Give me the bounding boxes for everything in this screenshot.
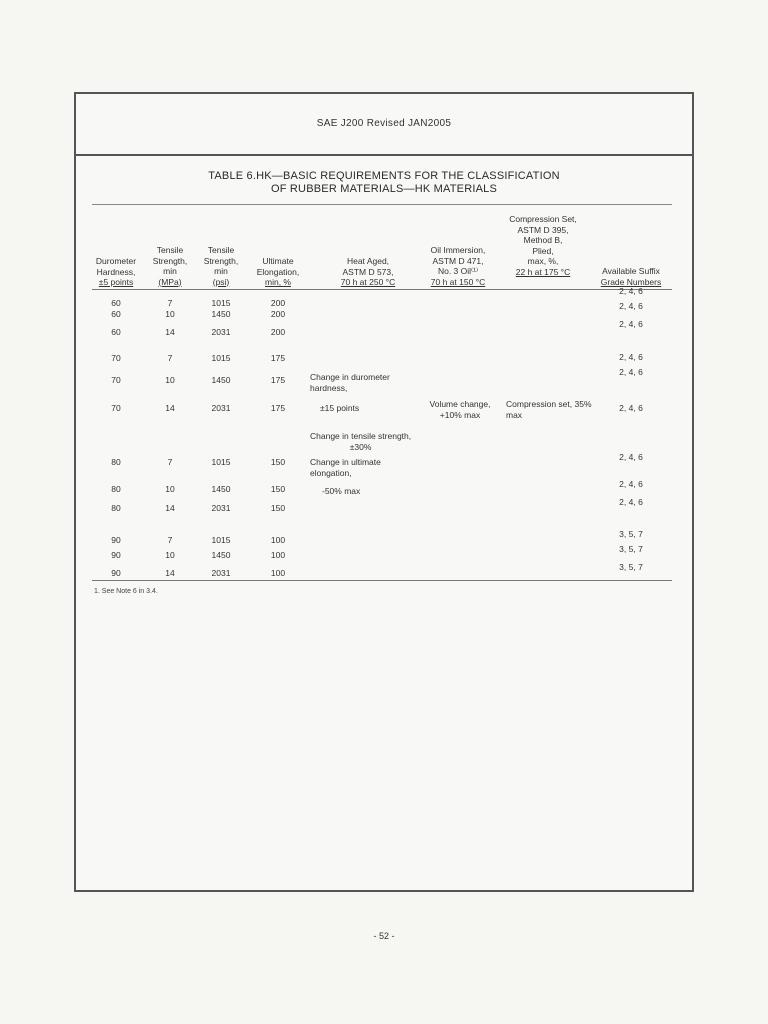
cell-elong: 175 <box>270 353 286 363</box>
cell-mpa: 14 <box>165 327 175 337</box>
cell-elong: 100 <box>270 550 286 560</box>
cell-elong: 150 <box>270 457 286 467</box>
cell-durometer: 70 <box>111 353 121 363</box>
table-bottom-rule <box>92 580 672 581</box>
table-title-line-1: TABLE 6.HK—BASIC REQUIREMENTS FOR THE CLASSIFICATION <box>208 170 560 182</box>
cell-mpa: 10 <box>165 309 175 319</box>
cell-suffix: 2, 4, 6 <box>619 479 643 489</box>
table-top-rule <box>92 204 672 205</box>
cell-durometer: 60 <box>111 298 121 308</box>
cell-suffix: 2, 4, 6 <box>619 286 643 296</box>
cell-elong: 150 <box>270 484 286 494</box>
note-elongation-value: -50% max <box>322 486 361 496</box>
cell-mpa: 10 <box>165 375 175 385</box>
cell-durometer: 90 <box>111 568 121 578</box>
cell-mpa: 10 <box>165 484 175 494</box>
cell-durometer: 90 <box>111 550 121 560</box>
cell-psi: 1015 <box>211 353 231 363</box>
note-oil-volume: Volume change, +10% max <box>429 399 491 420</box>
table-title-line-2: OF RUBBER MATERIALS—HK MATERIALS <box>270 183 498 195</box>
header-tensile-psi: Tensile Strength, min (psi) <box>203 245 239 287</box>
cell-suffix: 2, 4, 6 <box>619 497 643 507</box>
cell-mpa: 10 <box>165 550 175 560</box>
cell-elong: 200 <box>270 298 286 308</box>
note-durometer-value: ±15 points <box>320 403 360 413</box>
cell-elong: 150 <box>270 503 286 513</box>
cell-psi: 1450 <box>211 550 231 560</box>
cell-durometer: 80 <box>111 457 121 467</box>
cell-suffix: 2, 4, 6 <box>619 403 643 413</box>
cell-durometer: 80 <box>111 484 121 494</box>
cell-elong: 200 <box>270 327 286 337</box>
footnote: 1. See Note 6 in 3.4. <box>94 588 158 595</box>
cell-suffix: 2, 4, 6 <box>619 352 643 362</box>
cell-suffix: 3, 5, 7 <box>619 529 643 539</box>
cell-psi: 1015 <box>211 457 231 467</box>
cell-durometer: 60 <box>111 309 121 319</box>
cell-suffix: 2, 4, 6 <box>619 452 643 462</box>
header-band <box>76 94 692 156</box>
cell-psi: 1015 <box>211 535 231 545</box>
cell-mpa: 7 <box>167 457 173 467</box>
cell-durometer: 90 <box>111 535 121 545</box>
header-heat-aged: Heat Aged, ASTM D 573, 70 h at 250 °C <box>340 256 396 287</box>
cell-suffix: 3, 5, 7 <box>619 562 643 572</box>
cell-psi: 2031 <box>211 568 231 578</box>
note-compression-set: Compression set, 35% max <box>506 399 592 420</box>
cell-durometer: 60 <box>111 327 121 337</box>
cell-elong: 100 <box>270 568 286 578</box>
page-number: - 52 - <box>373 931 395 941</box>
cell-mpa: 14 <box>165 403 175 413</box>
cell-elong: 175 <box>270 403 286 413</box>
cell-psi: 1450 <box>211 375 231 385</box>
note-elongation-change: Change in ultimate elongation, <box>310 457 381 478</box>
cell-psi: 2031 <box>211 403 231 413</box>
document-header: SAE J200 Revised JAN2005 <box>316 118 452 129</box>
cell-suffix: 2, 4, 6 <box>619 319 643 329</box>
header-elongation: Ultimate Elongation, min, % <box>256 256 300 287</box>
header-durometer: Durometer Hardness, ±5 points <box>95 256 137 287</box>
cell-psi: 1450 <box>211 484 231 494</box>
cell-durometer: 80 <box>111 503 121 513</box>
header-compression-set: Compression Set, ASTM D 395, Method B, Plied, max, %, 22 h at 175 °C <box>509 214 577 277</box>
table-title <box>76 170 692 196</box>
header-tensile-mpa: Tensile Strength, min (MPa) <box>152 245 188 287</box>
cell-mpa: 7 <box>167 298 173 308</box>
cell-durometer: 70 <box>111 375 121 385</box>
cell-mpa: 7 <box>167 353 173 363</box>
cell-psi: 2031 <box>211 503 231 513</box>
header-suffix: Available Suffix Grade Numbers <box>600 266 662 287</box>
cell-elong: 200 <box>270 309 286 319</box>
cell-suffix: 3, 5, 7 <box>619 544 643 554</box>
cell-psi: 1450 <box>211 309 231 319</box>
note-durometer-change: Change in durometer hardness, <box>310 372 390 393</box>
note-tensile-change: Change in tensile strength, ±30% <box>310 431 412 452</box>
cell-mpa: 14 <box>165 568 175 578</box>
cell-suffix: 2, 4, 6 <box>619 367 643 377</box>
cell-durometer: 70 <box>111 403 121 413</box>
header-oil-immersion: Oil Immersion, ASTM D 471, No. 3 Oil⁽¹⁾ 70 h at 150 °C <box>430 245 486 287</box>
header-rule <box>92 289 672 290</box>
cell-elong: 100 <box>270 535 286 545</box>
cell-mpa: 14 <box>165 503 175 513</box>
document-frame <box>74 92 694 892</box>
cell-psi: 2031 <box>211 327 231 337</box>
cell-suffix: 2, 4, 6 <box>619 301 643 311</box>
cell-mpa: 7 <box>167 535 173 545</box>
cell-elong: 175 <box>270 375 286 385</box>
cell-psi: 1015 <box>211 298 231 308</box>
